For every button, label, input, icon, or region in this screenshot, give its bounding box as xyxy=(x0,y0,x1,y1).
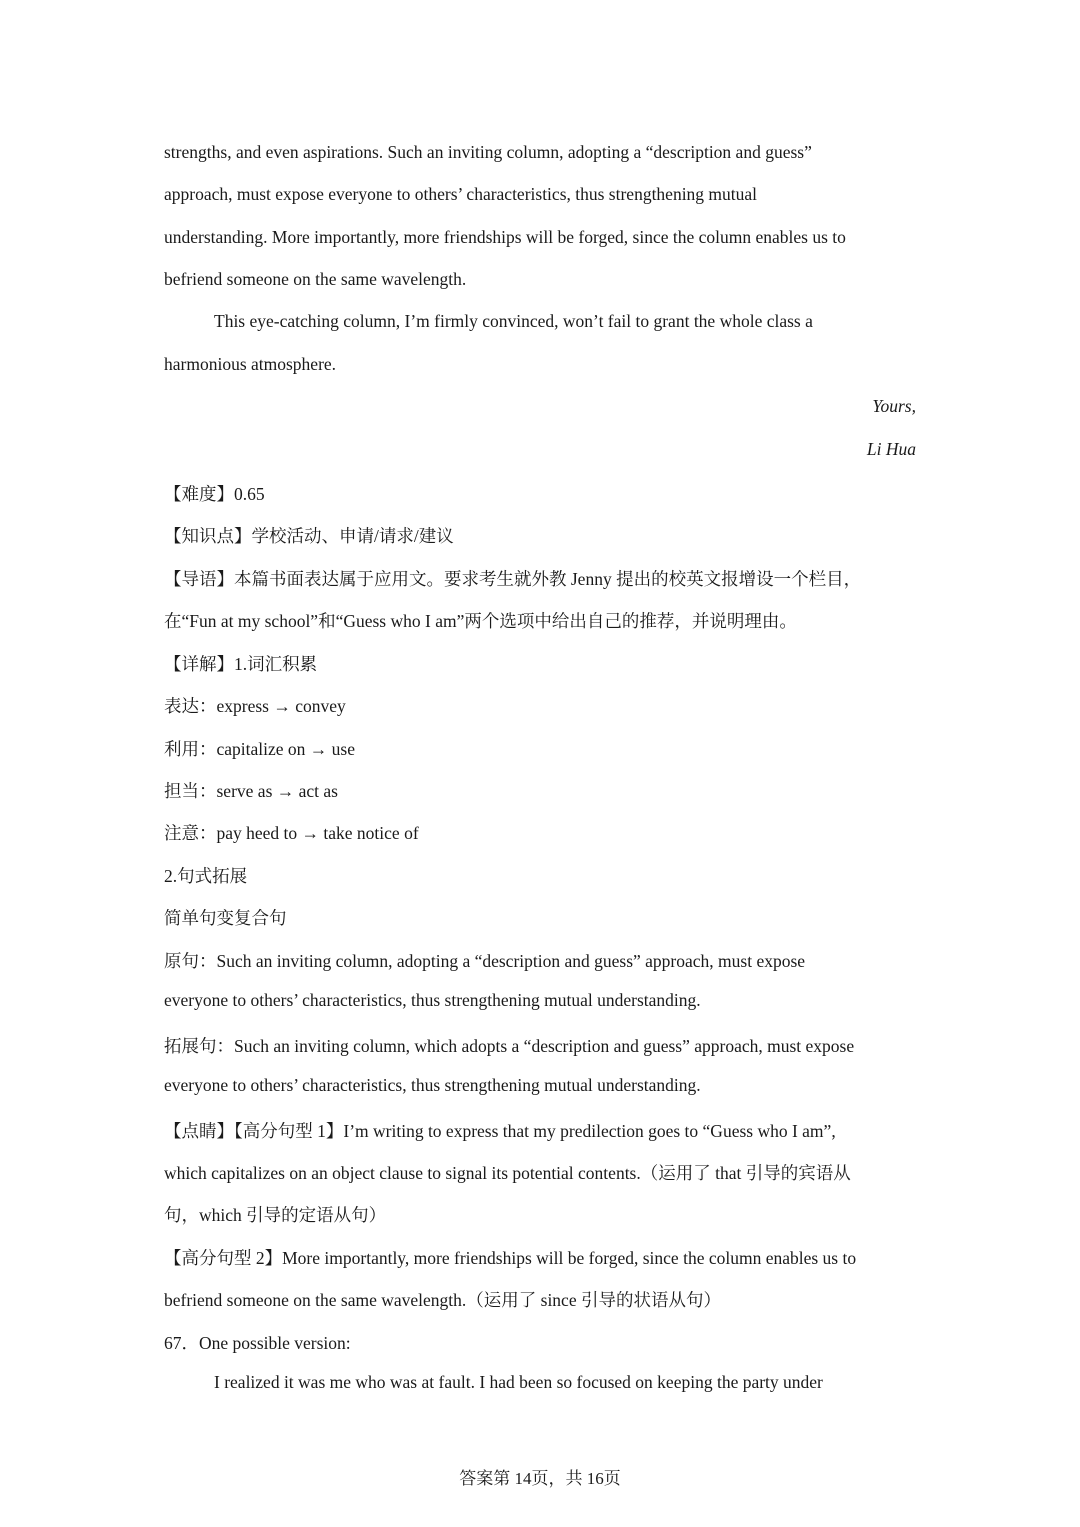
original-sentence: everyone to others’ characteristics, thus strengthening mutual understanding. xyxy=(164,990,701,1010)
vocab-item: 利用：capitalize on → use xyxy=(164,739,355,759)
sentence-subheading: 简单句变复合句 xyxy=(164,908,287,928)
vocab-item: 注意：pay heed to → take notice of xyxy=(164,823,419,843)
original-sentence: 原句：Such an inviting column, adopting a “description and guess” approach, must expose xyxy=(164,951,806,971)
highlight-line: 【点睛】【高分句型 1】I’m writing to express that my predilection goes to “Guess who I am”, xyxy=(164,1121,836,1141)
guide-line: 在“Fun at my school”和“Guess who I am”两个选项中给出自己的推荐，并说明理由。 xyxy=(164,611,797,631)
signoff-yours: Yours, xyxy=(872,396,916,416)
body-line: approach, must expose everyone to others’ characteristics, thus strengthening mutual xyxy=(164,184,758,204)
knowledge-points: 【知识点】学校活动、申请/请求/建议 xyxy=(164,526,454,546)
extended-sentence: everyone to others’ characteristics, thus strengthening mutual understanding. xyxy=(164,1075,701,1095)
extended-sentence: 拓展句：Such an inviting column, which adopts a “description and guess” approach, must expose xyxy=(164,1036,855,1056)
detail-heading: 【详解】1.词汇积累 xyxy=(164,654,318,674)
closing-line: harmonious atmosphere. xyxy=(164,354,337,374)
page-footer: 答案第 14页，共 16页 xyxy=(459,1469,621,1488)
question-number: 67．One possible version: xyxy=(164,1333,351,1353)
body-line: understanding. More importantly, more friendships will be forged, since the column enables us to xyxy=(164,227,846,247)
vocab-item: 担当：serve as → act as xyxy=(164,781,338,801)
body-line: strengths, and even aspirations. Such an inviting column, adopting a “description and guess” xyxy=(164,142,812,162)
guide-line: 【导语】本篇书面表达属于应用文。要求考生就外教 Jenny 提出的校英文报增设一个栏目， xyxy=(164,569,862,589)
difficulty: 【难度】0.65 xyxy=(164,484,265,504)
closing-line: This eye-catching column, I’m firmly convinced, won’t fail to grant the whole class a xyxy=(214,311,813,331)
highlight-line: 句，which 引导的定语从句） xyxy=(164,1205,387,1225)
signoff-name: Li Hua xyxy=(866,439,916,459)
highlight-line: 【高分句型 2】More importantly, more friendships will be forged, since the column enables us to xyxy=(164,1248,857,1268)
body-line: befriend someone on the same wavelength. xyxy=(164,269,467,289)
sentence-heading: 2.句式拓展 xyxy=(164,866,248,886)
highlight-line: which capitalizes on an object clause to signal its potential contents.（运用了 that 引导的宾语从 xyxy=(164,1163,851,1183)
vocab-item: 表达：express → convey xyxy=(164,696,346,716)
answer-line: I realized it was me who was at fault. I had been so focused on keeping the party under xyxy=(214,1372,823,1392)
highlight-line: befriend someone on the same wavelength.（运用了 since 引导的状语从句） xyxy=(164,1290,721,1310)
